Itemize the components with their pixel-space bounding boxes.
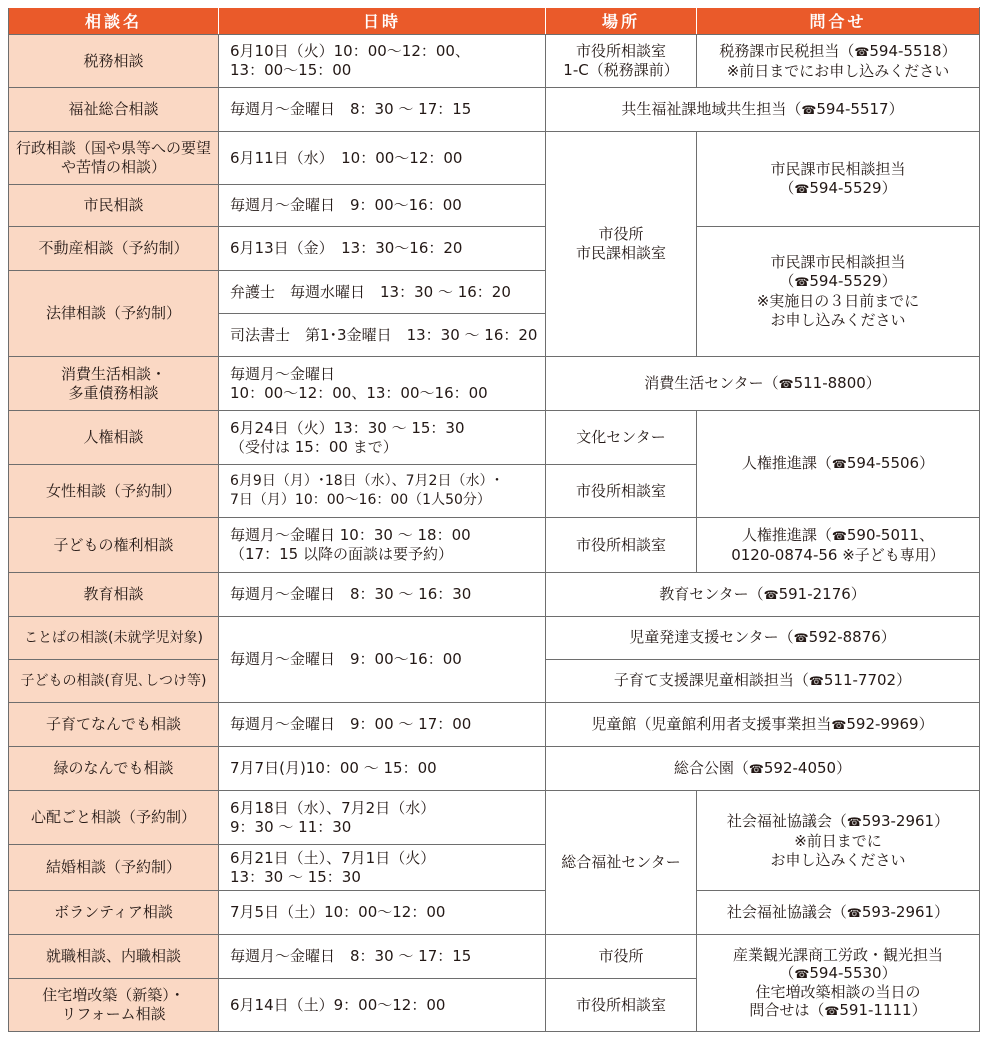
row-datetime: 毎週月～金曜日 10：00～12：00、13：00～16：00 [219, 357, 546, 411]
sangyo-contact [697, 935, 980, 1032]
contact-text: 人権推進課（ [741, 454, 832, 472]
contact-note: 0120-0874-56 ※子ども専用） [731, 545, 945, 564]
row-name: 子育てなんでも相談 [9, 703, 219, 747]
sougou-fukushi-place: 総合福祉センター [546, 791, 697, 935]
row-place-contact [546, 617, 980, 660]
phone-icon: ☎ [846, 814, 862, 829]
contact-text: 総合公園（ [673, 758, 749, 777]
contact-text: 社会福祉協議会（ [726, 902, 847, 921]
contact-text: 子育て支援課児童相談担当（ [613, 671, 809, 689]
jinken-contact [697, 411, 980, 518]
phone-icon: ☎ [794, 275, 810, 289]
contact-note: ※前日までに お申し込みください [770, 831, 906, 869]
contact-tel: 590-5011、 [846, 525, 935, 544]
row-place-contact [546, 660, 980, 703]
shakyo-contact [697, 791, 980, 891]
phone-icon: ☎ [846, 905, 862, 920]
row-datetime: 毎週月～金曜日 8：30 ～ 16：30 [219, 573, 546, 617]
row-place-contact [546, 747, 980, 791]
row-name: ボランティア相談 [9, 891, 219, 935]
phone-icon: ☎ [794, 181, 810, 196]
row-contact [697, 35, 980, 88]
row-datetime: 6月9日（月）･18日（水）、7月2日（水）･ 7日（月）10：00～16：00（1人50分） [219, 465, 546, 518]
contact-tel: 594-5530） [809, 964, 897, 982]
row-name: 子どもの権利相談 [9, 518, 219, 573]
row-name: ことばの相談(未就学児対象) [9, 617, 219, 660]
row-place: 市役所相談室 1-C（税務課前） [546, 35, 697, 88]
phone-icon: ☎ [824, 1004, 840, 1018]
row-place-contact [546, 88, 980, 132]
row-name: 子どもの相談(育児､しつけ等) [9, 660, 219, 703]
phone-icon: ☎ [763, 587, 779, 602]
header-contact: 問合せ [697, 8, 980, 35]
row-name: 教育相談 [9, 573, 219, 617]
row-name: 心配ごと相談（予約制） [9, 791, 219, 845]
shimin-soudanshitsu-place: 市役所 市民課相談室 [546, 132, 697, 357]
row-datetime: 弁護士 毎週水曜日 13：30 ～ 16：20 [219, 271, 546, 314]
contact-text: 児童館（児童館利用者支援事業担当 [591, 714, 832, 733]
contact-text: 社会福祉協議会（ [726, 811, 847, 830]
contact-tel: 511-8800） [793, 373, 881, 392]
shimin-contact-reservation [697, 227, 980, 357]
row-datetime: 毎週月～金曜日 10：30 ～ 18：00 （17：15 以降の面談は要予約） [219, 518, 546, 573]
row-name: 就職相談、内職相談 [9, 935, 219, 979]
row-name: 福祉総合相談 [9, 88, 219, 132]
phone-icon: ☎ [831, 528, 847, 543]
row-datetime: 6月14日（土）9：00～12：00 [219, 979, 546, 1032]
row-datetime: 毎週月～金曜日 9：00～16：00 [219, 617, 546, 703]
row-datetime: 6月18日（水）、7月2日（水） 9：30 ～ 11：30 [219, 791, 546, 845]
row-place: 市役所相談室 [546, 465, 697, 518]
phone-icon: ☎ [854, 44, 870, 59]
row-place: 市役所 [546, 935, 697, 979]
phone-icon: ☎ [748, 761, 764, 776]
contact-text: 税務課市民税担当（ [719, 41, 855, 60]
contact-tel: 593-2961） [861, 811, 950, 830]
row-name: 住宅増改築（新築）・ リフォーム相談 [9, 979, 219, 1032]
contact-note: ※実施日の３日前までに お申し込みください [756, 292, 920, 329]
row-datetime: 6月21日（土）、7月1日（火） 13：30 ～ 15：30 [219, 845, 546, 891]
contact-tel: 594-5518） [869, 41, 957, 60]
row-name: 消費生活相談・ 多重債務相談 [9, 357, 219, 411]
row-place: 文化センター [546, 411, 697, 465]
contact-note: ※前日までにお申し込みください [726, 61, 950, 80]
row-datetime: 6月11日（水） 10：00～12：00 [219, 132, 546, 185]
row-contact [697, 518, 980, 573]
row-place: 市役所相談室 [546, 518, 697, 573]
contact-text: 共生福祉課地域共生担当（ [621, 99, 802, 118]
row-datetime: 7月7日(月)10：00 ～ 15：00 [219, 747, 546, 791]
row-datetime: 毎週月～金曜日 9：00 ～ 17：00 [219, 703, 546, 747]
row-place-contact [546, 357, 980, 411]
contact-note: 住宅増改築相談の当日の 問合せは（ [749, 983, 921, 1019]
row-place-contact [546, 703, 980, 747]
row-name: 女性相談（予約制） [9, 465, 219, 518]
contact-tel: 591-1111） [839, 1001, 927, 1019]
phone-icon: ☎ [793, 631, 809, 645]
phone-icon: ☎ [831, 717, 847, 732]
contact-tel: 594-5529） [809, 272, 897, 290]
contact-tel: 594-5506） [846, 454, 935, 472]
contact-tel: 593-2961） [861, 902, 950, 921]
header-place: 場所 [546, 8, 697, 35]
shimin-contact [697, 132, 980, 227]
contact-tel: 591-2176） [778, 584, 866, 603]
contact-tel: 592-4050） [763, 758, 852, 777]
row-datetime: 6月13日（金） 13：30～16：20 [219, 227, 546, 271]
row-name: 市民相談 [9, 185, 219, 227]
row-place: 市役所相談室 [546, 979, 697, 1032]
contact-text: 市民課市民相談担当 （ [770, 253, 906, 290]
row-datetime: 7月5日（土）10：00～12：00 [219, 891, 546, 935]
row-datetime: 6月24日（火）13：30 ～ 15：30 （受付は 15：00 まで） [219, 411, 546, 465]
phone-icon: ☎ [831, 457, 847, 471]
phone-icon: ☎ [801, 102, 817, 117]
header-datetime: 日時 [219, 8, 546, 35]
contact-tel: 594-5517） [816, 99, 904, 118]
contact-text: 教育センター（ [659, 584, 764, 603]
contact-text: 消費生活センター（ [644, 373, 779, 392]
contact-text: 産業観光課商工労政・観光担当 （ [732, 946, 943, 982]
row-place-contact [546, 573, 980, 617]
header-name: 相談名 [9, 8, 219, 35]
row-datetime: 6月10日（火）10：00～12：00、 13：00～15：00 [219, 35, 546, 88]
contact-tel: 592-8876） [808, 628, 896, 646]
row-name: 人権相談 [9, 411, 219, 465]
row-datetime: 毎週月～金曜日 8：30 ～ 17：15 [219, 935, 546, 979]
row-datetime: 毎週月～金曜日 9：00～16：00 [219, 185, 546, 227]
row-name: 緑のなんでも相談 [9, 747, 219, 791]
phone-icon: ☎ [778, 376, 794, 391]
contact-text: 市民課市民相談担当 （ [770, 159, 906, 197]
row-name: 行政相談（国や県等への要望や苦情の相談） [9, 132, 219, 185]
phone-icon: ☎ [794, 967, 810, 981]
row-contact [697, 891, 980, 935]
contact-tel: 594-5529） [809, 178, 897, 197]
contact-tel: 592-9969） [846, 714, 934, 733]
contact-text: 人権推進課（ [741, 525, 832, 544]
phone-icon: ☎ [808, 674, 824, 688]
row-name: 結婚相談（予約制） [9, 845, 219, 891]
contact-tel: 511-7702） [823, 671, 912, 689]
row-datetime: 司法書士 第1･3金曜日 13：30 ～ 16：20 [219, 314, 546, 357]
row-name: 法律相談（予約制） [9, 271, 219, 357]
row-name: 税務相談 [9, 35, 219, 88]
row-datetime: 毎週月～金曜日 8：30 ～ 17：15 [219, 88, 546, 132]
row-name: 不動産相談（予約制） [9, 227, 219, 271]
consultation-schedule-table [8, 7, 980, 1032]
contact-text: 児童発達支援センター（ [629, 628, 794, 646]
